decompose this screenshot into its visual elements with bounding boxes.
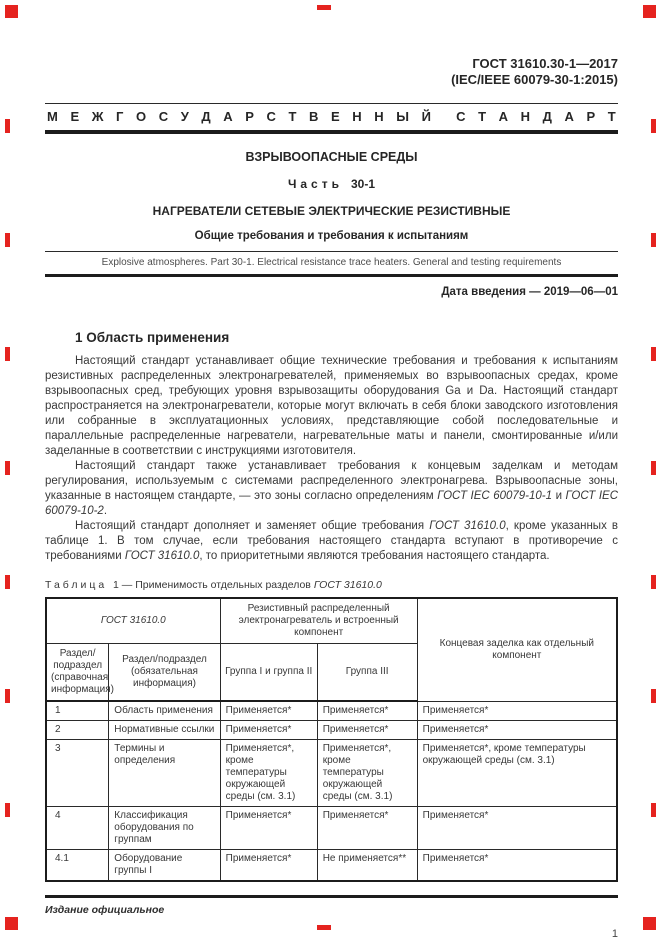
body-paragraphs	[45, 354, 618, 564]
red-mark	[643, 917, 656, 930]
header-sub-group-3: Группа III	[317, 644, 417, 702]
table-cell: 1	[46, 701, 109, 721]
paragraph: Настоящий стандарт также устанавливает требования к концевым заделкам и методам регулирования, используемым с системами распределенного электронагрева. Взрывоопасные зоны, указанные в настоящем стандарте, — это зоны согласно определениям ГОСТ IEC 60079-10-1 и ГОСТ IEC 60079-10-2.	[45, 460, 618, 517]
red-mark	[651, 233, 656, 247]
top-thick-rule	[45, 130, 618, 134]
table-cell: Применяется*	[220, 807, 317, 850]
page-content	[45, 0, 618, 940]
red-mark	[5, 917, 18, 930]
header-sub-mandatory: Раздел/подраздел (обязательная информация)	[109, 644, 220, 702]
red-mark	[317, 925, 331, 930]
table-row	[46, 721, 617, 740]
table-caption-ref: ГОСТ 31610.0	[313, 579, 382, 591]
table-cell: Применяется*	[317, 701, 417, 721]
red-mark	[651, 575, 656, 589]
red-mark	[651, 347, 656, 361]
part-word: Часть	[287, 177, 343, 191]
table-cell: Нормативные ссылки	[109, 721, 220, 740]
red-mark	[5, 347, 10, 361]
table-cell: Применяется*	[417, 850, 617, 882]
effective-date: Дата введения — 2019—06—01	[441, 286, 618, 298]
header-gost-group: ГОСТ 31610.0	[46, 598, 220, 644]
red-mark	[5, 803, 10, 817]
page-number: 1	[611, 928, 618, 940]
header-sub-reference: Раздел/ подраздел (справочная информация)	[46, 644, 109, 702]
red-mark	[651, 461, 656, 475]
table-cell: 3	[46, 740, 109, 807]
doc-code-line2: (IEC/IEEE 60079-30-1:2015)	[451, 72, 618, 87]
table-caption-word: Таблица	[45, 579, 108, 591]
table-row	[46, 740, 617, 807]
red-mark	[5, 5, 18, 18]
title-part	[45, 177, 618, 191]
table-cell: Применяется*	[220, 721, 317, 740]
standard-type-title: М Е Ж Г О С У Д А Р С Т В Е Н Н Ы Й С Т А Н Д А Р Т	[47, 109, 616, 124]
red-mark	[5, 119, 10, 133]
table-cell: Область применения	[109, 701, 220, 721]
table-cell: Классификация оборудования по группам	[109, 807, 220, 850]
paragraph: Настоящий стандарт дополняет и заменяет общие требования ГОСТ 31610.0, кроме указанных в таблице 1. В том случае, если требования настоящего стандарта вступают в противоречие с требованиями ГОСТ 31610.0, то приоритетными являются требования настоящего стандарта.	[45, 520, 619, 562]
section-heading: 1 Область применения	[75, 330, 230, 345]
table-caption-rest: 1 — Применимость отдельных разделов	[113, 579, 311, 591]
table-cell: Применяется*	[220, 850, 317, 882]
table-cell: 4	[46, 807, 109, 850]
red-mark	[651, 689, 656, 703]
red-mark	[643, 5, 656, 18]
table-cell: Применяется*	[317, 807, 417, 850]
title-main: ВЗРЫВООПАСНЫЕ СРЕДЫ	[245, 150, 418, 164]
table-cell: Оборудование группы I	[109, 850, 220, 882]
table-cell: Термины и определения	[109, 740, 220, 807]
doc-code-line1: ГОСТ 31610.30-1—2017	[472, 56, 618, 71]
red-mark	[651, 119, 656, 133]
red-mark	[5, 575, 10, 589]
table-row	[46, 807, 617, 850]
table-cell: Применяется*, кроме температуры окружающей среды (см. 3.1)	[317, 740, 417, 807]
table-cell: Применяется*	[220, 701, 317, 721]
table-cell: Применяется*, кроме температуры окружающей среды (см. 3.1)	[417, 740, 617, 807]
table-row	[46, 701, 617, 721]
part-number: 30-1	[351, 177, 376, 191]
english-bottom-rule	[45, 274, 618, 277]
table-cell: Применяется*	[417, 701, 617, 721]
doc-code-block	[45, 56, 618, 88]
official-edition-note: Издание официальное	[45, 904, 165, 916]
red-mark	[651, 803, 656, 817]
title-english: Explosive atmospheres. Part 30-1. Electrical resistance trace heaters. General and testing requirements	[101, 257, 562, 268]
red-mark	[317, 5, 331, 10]
title-subject: НАГРЕВАТЕЛИ СЕТЕВЫЕ ЭЛЕКТРИЧЕСКИЕ РЕЗИСТИВНЫЕ	[152, 204, 511, 218]
table-cell: Применяется*	[417, 721, 617, 740]
table-cell: 4.1	[46, 850, 109, 882]
red-mark	[5, 461, 10, 475]
table-caption	[45, 579, 618, 591]
table-cell: Применяется*	[417, 807, 617, 850]
table-row	[46, 850, 617, 882]
table-cell: Применяется*, кроме температуры окружающей среды (см. 3.1)	[220, 740, 317, 807]
title-requirements: Общие требования и требования к испытаниям	[194, 230, 469, 242]
table-cell: Применяется*	[317, 721, 417, 740]
red-mark	[5, 689, 10, 703]
paragraph: Настоящий стандарт устанавливает общие технические требования и требования к испытаниям резистивных распределенных электронагревателей, применяемых во взрывоопасных средах, кроме взрывоопасных сред, требующих уровня взрывозащиты оборудования Ga и Da. Настоящий стандарт распространяется на электронагреватели, которые могут включать в себя блоки заводского изготовления или собранные в эксплуатационных условиях, представляющие собой последовательные и параллельные распределенные нагреватели, нагревательные маты и панели, смонтированные и/или заделанные в соответствии с инструкциями изготовителя.	[45, 355, 618, 457]
header-heater-group: Резистивный распределенный электронагреватель и встроенный компонент	[220, 598, 417, 644]
applicability-table	[45, 597, 618, 882]
header-termination: Концевая заделка как отдельный компонент	[417, 598, 617, 701]
table-cell: 2	[46, 721, 109, 740]
table-header	[46, 598, 617, 701]
footer-rule	[45, 895, 618, 898]
red-mark	[5, 233, 10, 247]
table-body	[46, 701, 617, 881]
table-cell: Не применяется**	[317, 850, 417, 882]
header-sub-group-1-2: Группа I и группа II	[220, 644, 317, 702]
